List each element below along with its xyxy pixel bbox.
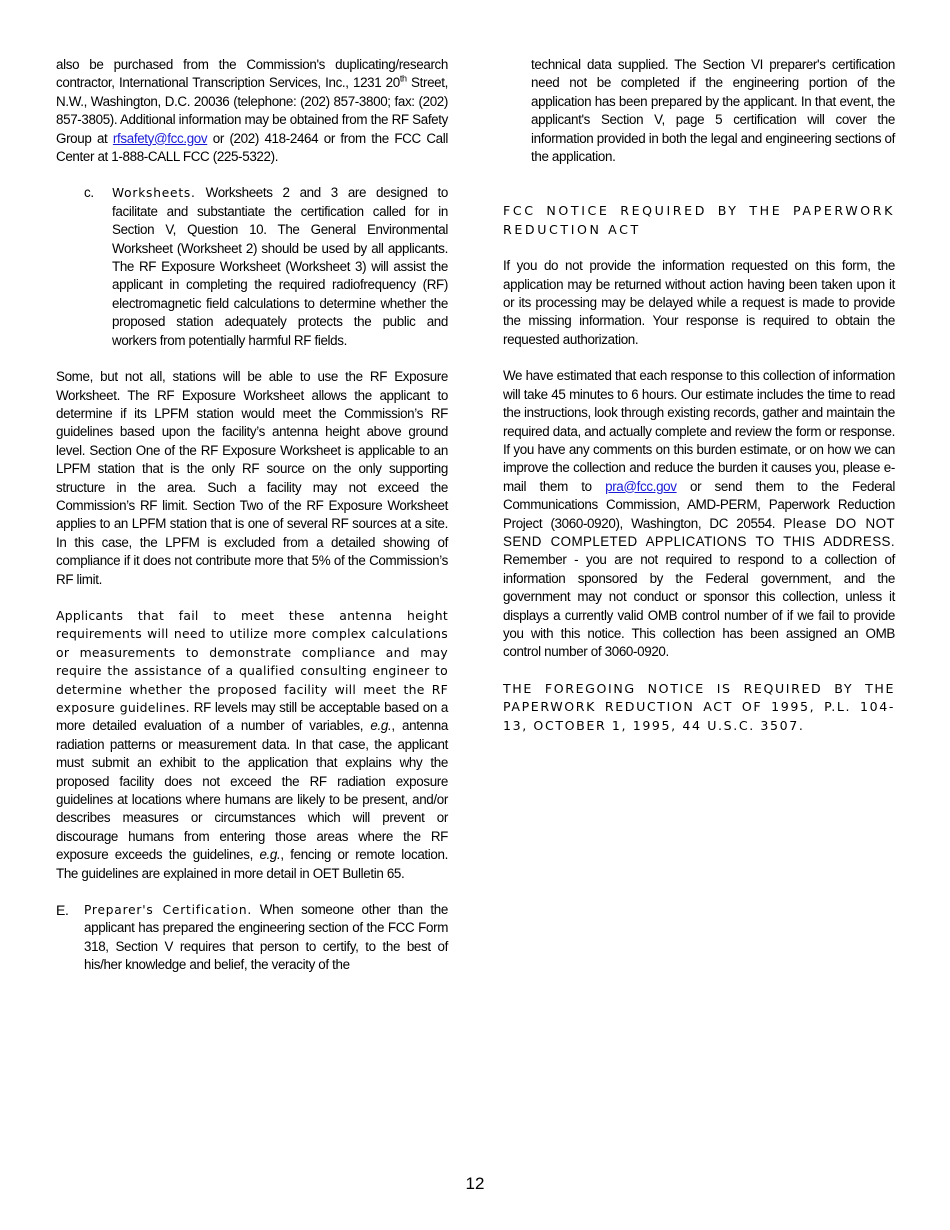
preparers-certification-heading: Preparer's Certification. [84, 903, 253, 918]
right-column [503, 56, 895, 748]
preparers-certification-item [56, 901, 448, 975]
eg-italic-1: e.g. [370, 718, 392, 734]
provide-information-paragraph: If you do not provide the information requested on this form, the application may be returned without action having been taken upon it or its processing may be delayed while a request is made to provide the missing information. Your response is required to obtain the requested authorization. [503, 258, 895, 347]
applicants-text-3: , antenna radiation patterns or measurement data. In that case, the applicant must submit an exhibit to the application that explains why the proposed facility does not exceed the RF radiation exposure guidelines at locations where humans are likely to be present, and/or describes measures or circumstances which will prevent or discourage humans from entering those areas where the RF exposure exceeds the guidelines, [56, 718, 448, 863]
technical-data-continuation: technical data supplied. The Section VI preparer's certification need not be completed if the engineering portion of the application has been prepared by the applicant. In that event, the applicant's Section V, page 5 certification will cover the information provided in both the legal and engineering sections of the application. [531, 57, 895, 165]
spacer [503, 184, 895, 202]
item-marker-e: E. [56, 902, 69, 919]
left-column [56, 56, 448, 993]
eg-italic-2: e.g. [259, 847, 281, 863]
worksheets-text: Worksheets 2 and 3 are designed to facilitate and substantiate the certification called for in Section V, Question 10. The General Environmental Worksheet (Worksheet 2) should be used by all applicants. The RF Exposure Worksheet (Worksheet 3) will assist the applicant in completing the required radiofrequency (RF) electromagnetic field calculations to determine whether the proposed station adequately protects the public and workers from potentially harmful RF fields. [112, 185, 448, 348]
estimate-text-3: Remember - you are not required to respond to a collection of information sponsored by the Federal government, and the government may not conduct or sponsor this collection, unless it displays a currently valid OMB control number of if we fail to provide you with this notice. This collection has been assigned an OMB control number of 3060-0920. [503, 552, 895, 660]
worksheets-heading: Worksheets. [112, 186, 196, 201]
rf-exposure-paragraph: Some, but not all, stations will be able to use the RF Exposure Worksheet. The RF Exposure Worksheet allows the applicant to determine if its LPFM station would meet the Commission’s RF guidelines based upon the facility’s antenna height above ground level. Section One of the RF Exposure Worksheet is applicable to an LPFM station that is the only RF source on the only supporting structure in the area. Such a facility may not exceed the Commission’s RF limit. Section Two of the RF Exposure Worksheet applies to an LPFM station that is one of several RF sources at a site. In this case, the LPFM is excluded from a detailed showing of compliance if it does not contribute more that 5% of the Commission’s RF limit. [56, 369, 448, 587]
continuation-text-1: also be purchased from the Commission's duplicating/research contractor, International Transcription Services, Inc., 1231 20 [56, 57, 448, 91]
page-number: 12 [465, 1174, 485, 1193]
estimate-text-2: or send them to the Federal Communications Commission, AMD-PERM, Paperwork Reduction Project (3060-0920), Washington, DC 20554. [503, 478, 896, 531]
ordinal-superscript: th [399, 73, 407, 84]
rf-bulletin-continuation [56, 56, 448, 166]
rfsafety-email-link[interactable]: rfsafety@fcc.gov [112, 130, 208, 146]
do-not-send-notice: Please DO NOT SEND COMPLETED APPLICATIONS TO THIS ADDRESS. [503, 515, 896, 549]
burden-estimate-paragraph [503, 367, 895, 662]
item-marker-c: c. [84, 185, 94, 201]
foregoing-notice: THE FOREGOING NOTICE IS REQUIRED BY THE PAPERWORK REDUCTION ACT OF 1995, P.L. 104-13, OCTOBER 1, 1995, 44 U.S.C. 3507. [503, 680, 895, 733]
worksheets-item [56, 184, 448, 350]
applicants-paragraph [56, 607, 448, 883]
applicants-text-2: RF levels may still be acceptable based on a more detailed evaluation of a number of variables, [56, 700, 448, 734]
paperwork-notice-heading: FCC NOTICE REQUIRED BY THE PAPERWORK REDUCTION ACT [503, 203, 895, 237]
continuation-text-3: or (202) 418-2464 or from the FCC Call Center at 1-888-CALL FCC (225-5322). [56, 130, 448, 165]
applicants-text-4: , fencing or remote location. The guidelines are explained in more detail in OET Bulletin 65. [56, 847, 448, 881]
estimate-text-1: We have estimated that each response to this collection of information will take 45 minutes to 6 hours. Our estimate includes the time to read the instructions, look through existing records, gather and maintain the required data, and actually complete and review the form or response. If you have any comments on this burden estimate, or on how we can improve the collection and reduce the burden it causes you, please e-mail them to [503, 368, 895, 494]
applicants-text-1: Applicants that fail to meet these antenna height requirements will need to utilize more complex calculations or measurements to demonstrate compliance and may require the assistance of a qualified consulting engineer to determine whether the proposed facility will meet the RF exposure guidelines. [56, 607, 448, 715]
continuation-text-2: Street, N.W., Washington, D.C. 20036 (telephone: (202) 857-3800; fax: (202) 857-3805). Additional information may be obtained from the RF Safety Group at [56, 75, 448, 146]
pra-email-link[interactable]: pra@fcc.gov [605, 478, 677, 494]
preparers-certification-text: When someone other than the applicant has prepared the engineering section of the FCC Form 318, Section V requires that person to certify, to the best of his/her knowledge and belief, the veracity of the [84, 902, 449, 973]
